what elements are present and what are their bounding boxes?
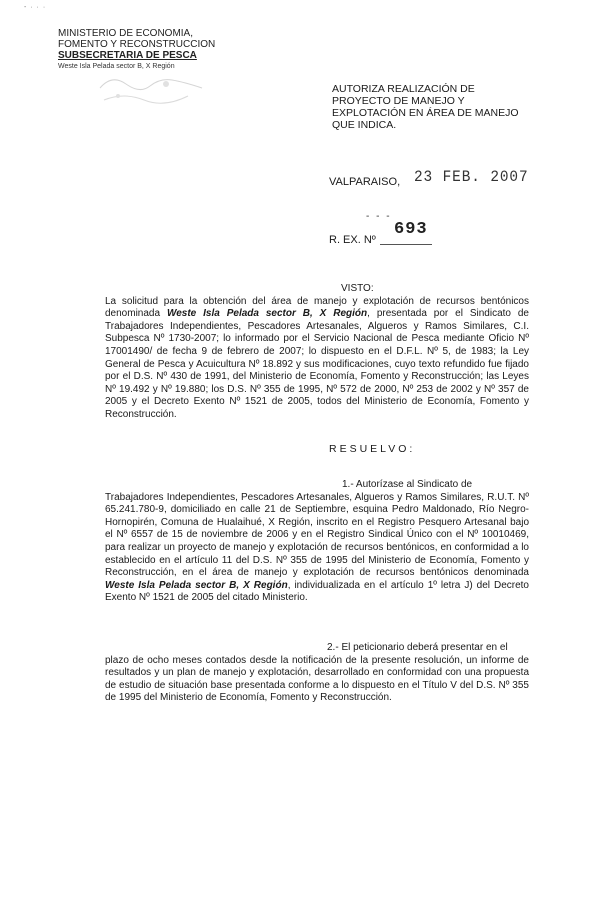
- resolution-point-2: [105, 642, 529, 705]
- point-1-area-name: Weste Isla Pelada sector B, X Región: [105, 579, 288, 591]
- summary-line-2: PROYECTO DE MANEJO Y: [332, 95, 465, 107]
- resolution-number: 693: [394, 220, 428, 239]
- resolution-label: R. EX. Nº: [329, 234, 376, 246]
- point-2-text-1: plazo de ocho meses contados desde la notificación de la presente resolución, un informe de resultados y un plan de manejo y explotación, desarrollado en conformidad con una propuesta de estudio de situación base presentada conforme a lo dispuesto en el Título V del D.S. Nº 355 de 1995 del Ministerio de Economía, Fomento y Reconstrucción.: [105, 654, 529, 704]
- resolution-dashes: - - -: [366, 211, 392, 222]
- ministry-line-1: MINISTERIO DE ECONOMIA,: [58, 28, 194, 39]
- resolution-summary: [332, 83, 528, 131]
- visto-area-name: Weste Isla Pelada sector B, X Región: [166, 308, 368, 320]
- summary-line-1: AUTORIZA REALIZACIÓN DE: [332, 83, 475, 95]
- date-city: VALPARAISO,: [329, 176, 401, 188]
- point-1-text-1: Trabajadores Independientes, Pescadores Artesanales, Algueros y Ramos Similares, R.U.T. Nº 65.241.780-9, domiciliado en calle 21 de Septiembre, esquina Pedro Maldonado, Río Negro-Hornopirén, Comuna de Hualaihué, X Región, inscrito en el Registro Pesquero Artesanal bajo el Nº 6557 de 15 de noviembre de 2006 y en el Registro Sindical Único con el Nº 10010469, para realizar un proyecto de manejo y explotación de recursos bentónicos, en conformidad a lo establecido en el artículo 11 del D.S. Nº 355 de 1995 del Ministerio de Economía, Fomento y Reconstrucción, en el área de manejo y explotación de recursos bentónicos denominada: [105, 491, 529, 579]
- subsecretaria-line: SUBSECRETARIA DE PESCA: [58, 50, 197, 61]
- location-note: Weste Isla Pelada sector B, X Región: [58, 63, 175, 70]
- resolution-underline: [380, 244, 432, 245]
- point-1-text-2: , individualizada en el artículo 1º letra J) del Decreto Exento Nº 1521 de 2005 del citado Ministerio.: [105, 579, 529, 604]
- corner-mark: - · · ·: [24, 4, 47, 11]
- visto-paragraph: [105, 283, 529, 422]
- ministry-line-2: FOMENTO Y RECONSTRUCCION: [58, 39, 216, 50]
- faded-seal-stamp: [96, 70, 206, 108]
- resolution-point-1: [105, 479, 529, 605]
- visto-lead: VISTO:: [341, 283, 374, 294]
- resuelvo-heading: RESUELVO:: [329, 443, 416, 455]
- point-1-lead: 1.- Autorízase al Sindicato de: [342, 479, 473, 490]
- visto-text-2: , presentada por el Sindicato de Trabajadores Independientes, Pescadores Artesanales, Algueros y Ramos Similares, C.I. Subpesca Nº 1730-2007; lo informado por el Servicio Nacional de Pesca mediante Oficio Nº 17001490/ de fecha 9 de febrero de 2007; lo dispuesto en el D.F.L. Nº 5, de 1983; la Ley General de Pesca y Acuicultura Nº 18.892 y sus modificaciones, cuyo texto refundido fue fijado por el D.S. Nº 430 de 1991, del Ministerio de Economía, Fomento y Reconstrucción; las Leyes Nº 19.492 y Nº 19.880; los D.S. Nº 355 de 1995, Nº 572 de 2000, Nº 253 de 2002 y Nº 357 de 2005 y el Decreto Exento Nº 1521 de 2005, todos del Ministerio de Economía, Fomento y Reconstrucción.: [105, 308, 529, 420]
- point-2-lead: 2.- El peticionario deberá presentar en el: [327, 642, 508, 653]
- letterhead: [58, 28, 228, 71]
- date-stamp: 23 FEB. 2007: [414, 168, 529, 186]
- visto-text-1: La solicitud para la obtención del área de manejo y explotación de recursos bentónicos denominada: [105, 295, 529, 320]
- summary-line-3: EXPLOTACIÓN EN ÁREA DE MANEJO: [332, 107, 519, 119]
- summary-line-4: QUE INDICA.: [332, 119, 397, 131]
